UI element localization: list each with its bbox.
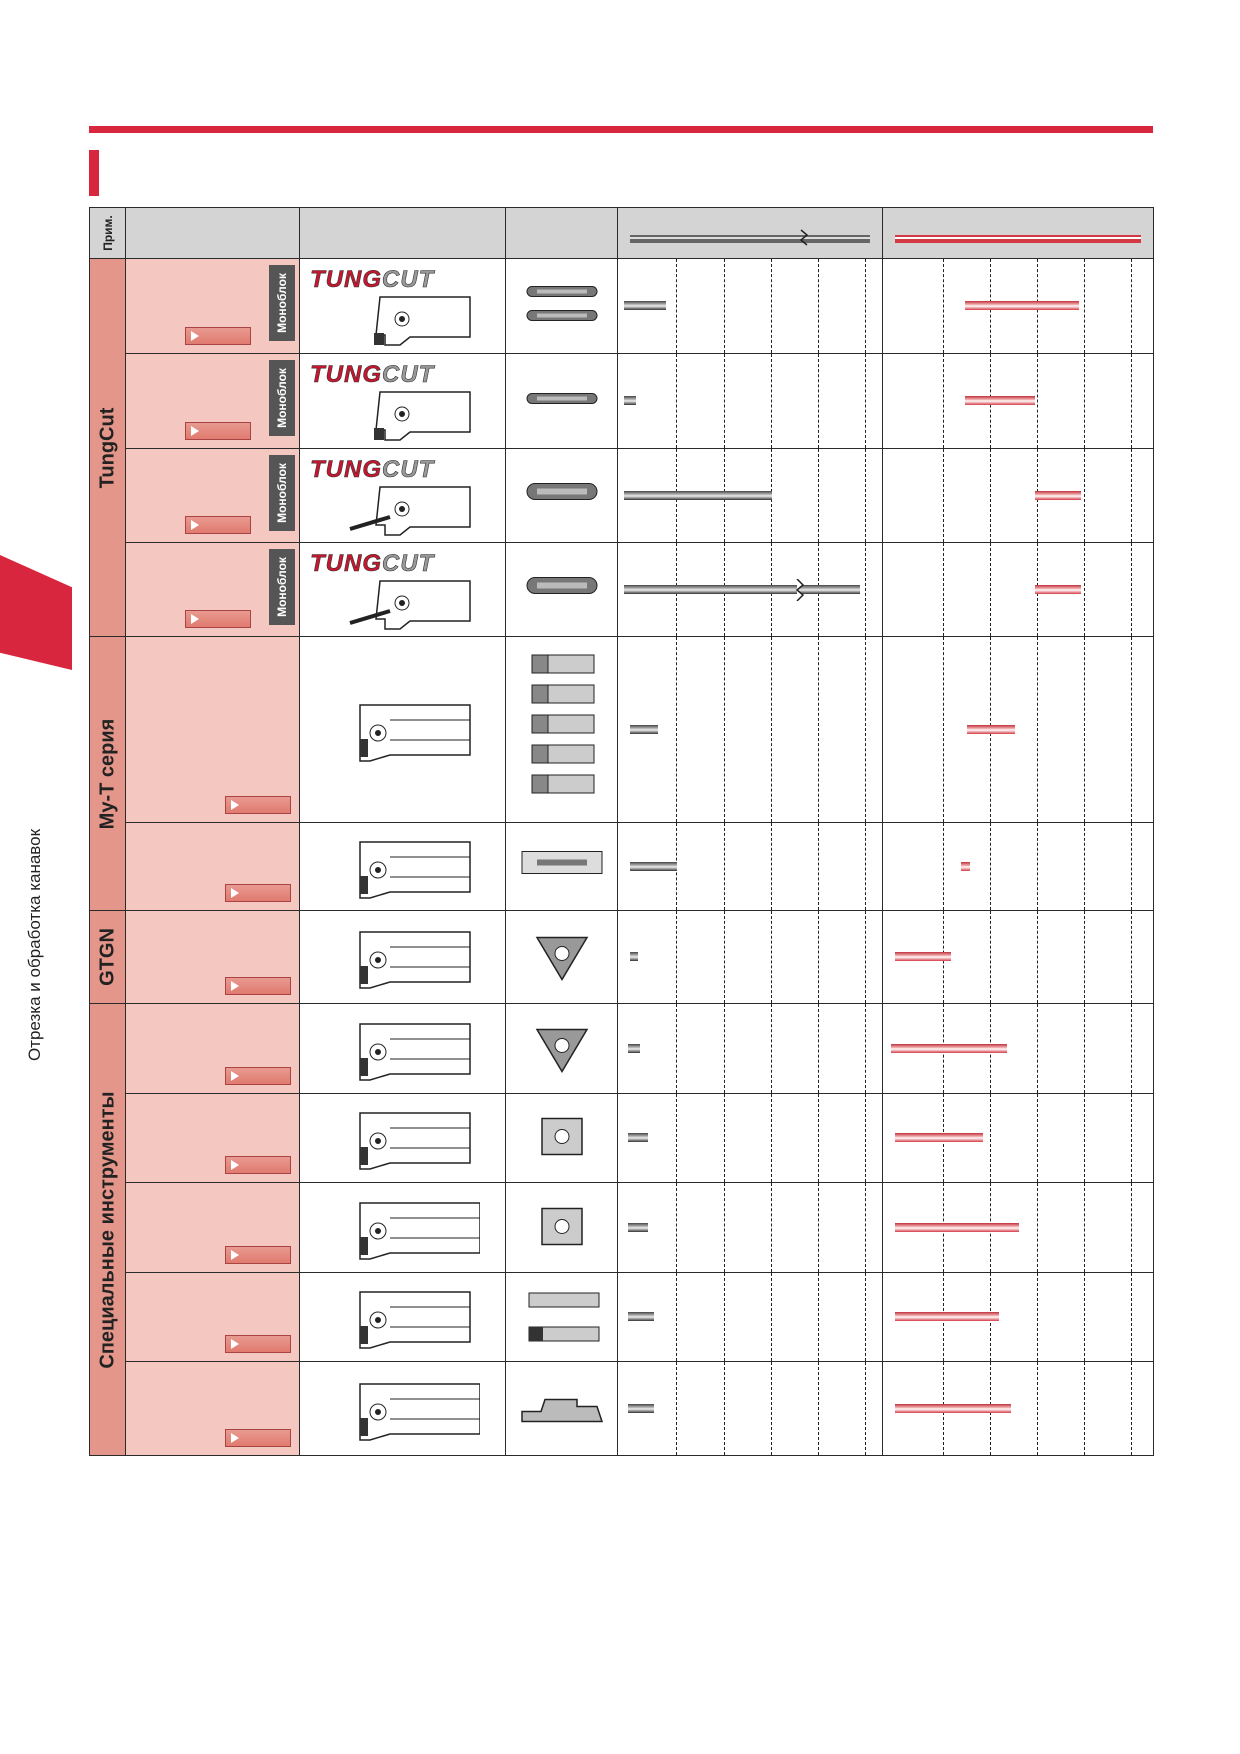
- note-cell: [126, 259, 300, 354]
- monoblock-label: Моноблок: [275, 273, 289, 333]
- insert-cell: [506, 449, 618, 543]
- insert-cell: [506, 911, 618, 1004]
- depth-range-bar: [630, 952, 638, 961]
- holder-cell: [300, 911, 506, 1004]
- group-label: [90, 1004, 126, 1456]
- page-reference-button[interactable]: [225, 1156, 291, 1174]
- depth-cell: [618, 259, 883, 354]
- insert-cell: [506, 1362, 618, 1456]
- holder-cell: [300, 1004, 506, 1094]
- width-range-bar: [895, 952, 951, 961]
- width-range-bar: [965, 396, 1035, 405]
- holder-drawing: [330, 922, 480, 992]
- depth-range-bar: [630, 862, 677, 871]
- width-range-bar: [961, 862, 970, 871]
- note-cell: [126, 354, 300, 449]
- holder-cell: [300, 1362, 506, 1456]
- tungcut-logo: TUNGCUT: [310, 266, 435, 293]
- monoblock-badge: [269, 265, 295, 341]
- width-cell: [883, 543, 1154, 637]
- insert-cell: [506, 1094, 618, 1183]
- page-reference-button[interactable]: [225, 884, 291, 902]
- insert-drawing: [517, 279, 607, 334]
- monoblock-label: Моноблок: [275, 463, 289, 523]
- holder-drawing: [330, 1103, 480, 1173]
- group-name: Специальные инструменты: [96, 1090, 118, 1369]
- tungcut-logo: TUNGCUT: [310, 361, 435, 388]
- holder-drawing: [330, 1014, 480, 1084]
- holder-cell: [300, 259, 506, 354]
- insert-drawing: [517, 562, 607, 617]
- insert-drawing: [517, 839, 607, 894]
- note-cell: [126, 449, 300, 543]
- page-reference-button[interactable]: [185, 327, 251, 345]
- note-cell: [126, 1004, 300, 1094]
- depth-cell: [618, 1004, 883, 1094]
- depth-range-bar: [628, 1312, 654, 1321]
- table-row: [90, 823, 1154, 911]
- holder-cell: [300, 823, 506, 911]
- page-reference-button[interactable]: [185, 422, 251, 440]
- width-cell: [883, 449, 1154, 543]
- note-cell: [126, 543, 300, 637]
- page-reference-button[interactable]: [185, 610, 251, 628]
- insert-cell: [506, 1004, 618, 1094]
- holder-cell: [300, 543, 506, 637]
- width-range-bar: [895, 1404, 1011, 1413]
- table-row: [90, 259, 1154, 354]
- page-reference-button[interactable]: [225, 796, 291, 814]
- depth-cell: [618, 637, 883, 823]
- note-cell: [126, 911, 300, 1004]
- depth-cell: [618, 911, 883, 1004]
- table-row: [90, 637, 1154, 823]
- depth-header: [618, 208, 883, 259]
- holder-header: [300, 208, 506, 259]
- width-range-bar: [967, 725, 1015, 734]
- tool-selection-table: [89, 207, 1154, 1456]
- insert-cell: [506, 259, 618, 354]
- holder-drawing: [330, 832, 480, 902]
- width-scale-bar: [883, 208, 1154, 253]
- insert-header: [506, 208, 618, 259]
- series-header: [126, 208, 300, 259]
- insert-drawing: [517, 1381, 607, 1436]
- insert-drawing: [517, 468, 607, 523]
- chapter-tab: [0, 555, 72, 670]
- holder-cell: [300, 449, 506, 543]
- note-cell: [126, 1183, 300, 1273]
- group-label: [90, 259, 126, 637]
- insert-cell: [506, 1183, 618, 1273]
- width-range-bar: [895, 1133, 983, 1142]
- section-marker: [89, 150, 99, 196]
- depth-range-bar: [624, 396, 636, 405]
- table-row: [90, 1183, 1154, 1273]
- insert-cell: [506, 823, 618, 911]
- insert-drawing: [517, 1287, 607, 1347]
- depth-cell: [618, 1094, 883, 1183]
- page-reference-button[interactable]: [225, 1246, 291, 1264]
- holder-drawing: [330, 573, 490, 633]
- top-rule: [89, 126, 1153, 133]
- table-row: [90, 449, 1154, 543]
- insert-drawing: [517, 650, 607, 810]
- insert-drawing: [517, 1111, 607, 1166]
- table-row: [90, 911, 1154, 1004]
- note-cell: [126, 1273, 300, 1362]
- insert-drawing: [517, 374, 607, 429]
- monoblock-label: Моноблок: [275, 557, 289, 617]
- width-cell: [883, 1004, 1154, 1094]
- holder-drawing: [330, 695, 480, 765]
- width-range-bar: [891, 1044, 1007, 1053]
- monoblock-label: Моноблок: [275, 368, 289, 428]
- width-range-bar: [1035, 585, 1081, 594]
- width-cell: [883, 637, 1154, 823]
- page-reference-button[interactable]: [225, 977, 291, 995]
- holder-cell: [300, 1183, 506, 1273]
- insert-cell: [506, 543, 618, 637]
- monoblock-badge: [269, 549, 295, 625]
- page-reference-button[interactable]: [225, 1429, 291, 1447]
- note-cell: [126, 637, 300, 823]
- insert-drawing: [517, 930, 607, 985]
- width-cell: [883, 911, 1154, 1004]
- width-cell: [883, 823, 1154, 911]
- monoblock-badge: [269, 360, 295, 436]
- holder-drawing: [330, 1374, 480, 1444]
- holder-drawing: [330, 1282, 480, 1352]
- depth-range-bar: [628, 1404, 654, 1413]
- insert-drawing: [517, 1021, 607, 1076]
- table-row: [90, 1362, 1154, 1456]
- tungcut-logo: TUNGCUT: [310, 456, 435, 483]
- holder-drawing: [330, 1193, 480, 1263]
- tungcut-logo: TUNGCUT: [310, 550, 435, 577]
- table-row: [90, 354, 1154, 449]
- depth-scale-bar: [618, 208, 883, 253]
- depth-range-bar: [624, 585, 860, 594]
- group-name: My-T серия: [96, 718, 118, 829]
- width-range-bar: [895, 1312, 999, 1321]
- width-range-bar: [1035, 491, 1081, 500]
- width-range-bar: [895, 1223, 1019, 1232]
- depth-range-bar: [628, 1133, 648, 1142]
- page-reference-button[interactable]: [225, 1335, 291, 1353]
- holder-cell: [300, 354, 506, 449]
- group-name: GTGN: [96, 928, 118, 986]
- depth-cell: [618, 354, 883, 449]
- break-mark: [794, 579, 808, 601]
- group-name: TungCut: [96, 407, 118, 488]
- depth-cell: [618, 823, 883, 911]
- depth-cell: [618, 1362, 883, 1456]
- insert-cell: [506, 1273, 618, 1362]
- table-row: [90, 1273, 1154, 1362]
- holder-cell: [300, 1094, 506, 1183]
- group-label: [90, 911, 126, 1004]
- width-cell: [883, 259, 1154, 354]
- width-cell: [883, 1273, 1154, 1362]
- depth-range-bar: [624, 301, 666, 310]
- insert-cell: [506, 354, 618, 449]
- holder-drawing: [330, 384, 490, 444]
- holder-cell: [300, 637, 506, 823]
- chapter-title: Отрезка и обработка канавок: [25, 828, 44, 1062]
- holder-drawing: [330, 289, 490, 349]
- depth-cell: [618, 1273, 883, 1362]
- width-range-bar: [965, 301, 1079, 310]
- table-row: [90, 1094, 1154, 1183]
- width-header: [883, 208, 1154, 259]
- depth-range-bar: [628, 1044, 640, 1053]
- depth-range-bar: [630, 725, 658, 734]
- note-cell: [126, 1094, 300, 1183]
- note-cell: [126, 823, 300, 911]
- holder-drawing: [330, 479, 490, 539]
- width-cell: [883, 1362, 1154, 1456]
- width-cell: [883, 1094, 1154, 1183]
- insert-drawing: [517, 1200, 607, 1255]
- depth-cell: [618, 449, 883, 543]
- note-cell: [126, 1362, 300, 1456]
- holder-cell: [300, 1273, 506, 1362]
- group-label: [90, 637, 126, 911]
- width-cell: [883, 354, 1154, 449]
- depth-range-bar: [628, 1223, 648, 1232]
- width-cell: [883, 1183, 1154, 1273]
- table-row: [90, 1004, 1154, 1094]
- depth-cell: [618, 1183, 883, 1273]
- depth-range-bar: [624, 491, 772, 500]
- monoblock-badge: [269, 455, 295, 531]
- insert-cell: [506, 637, 618, 823]
- note-header: Прим.: [90, 208, 126, 259]
- page-reference-button[interactable]: [225, 1067, 291, 1085]
- page-reference-button[interactable]: [185, 516, 251, 534]
- table-row: [90, 543, 1154, 637]
- depth-cell: [618, 543, 883, 637]
